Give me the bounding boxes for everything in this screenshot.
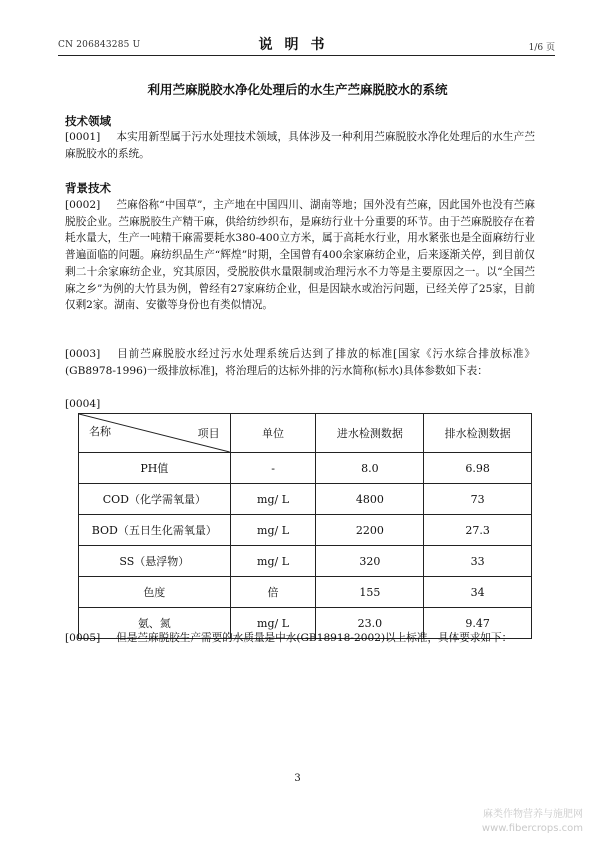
row-inflow: 4800 bbox=[316, 484, 424, 515]
row-name: 色度 bbox=[79, 577, 231, 608]
patent-number: CN 206843285 U bbox=[58, 40, 141, 50]
page-number: 3 bbox=[294, 773, 301, 784]
paragraph-text: 本实用新型属于污水处理技术领域，具体涉及一种利用苎麻脱胶水净化处理后的水生产苎麻脱胶水的系统。 bbox=[65, 131, 535, 160]
row-outflow: 27.3 bbox=[424, 515, 532, 546]
row-name: SS（悬浮物） bbox=[79, 546, 231, 577]
watermark-line-2: www.fibercrops.com bbox=[481, 823, 583, 834]
paragraph-0004-number: [0004] bbox=[65, 398, 101, 410]
paragraph-0005 bbox=[65, 630, 535, 647]
document-type-title: 说明书 bbox=[258, 37, 337, 53]
document-title: 利用苎麻脱胶水净化处理后的水生产苎麻脱胶水的系统 bbox=[147, 82, 448, 97]
paragraph-text: 但是苎麻脱胶生产需要的水质量是中水(GB18918-2002)以上标准，具体要求如下： bbox=[116, 632, 513, 644]
watermark bbox=[482, 808, 583, 836]
section-heading-background: 背景技术 bbox=[65, 181, 111, 195]
watermark-line-1: 麻类作物营养与施肥网 bbox=[483, 809, 583, 820]
header-inflow: 进水检测数据 bbox=[316, 414, 424, 453]
header-unit: 单位 bbox=[230, 414, 316, 453]
row-unit: mg/ L bbox=[230, 608, 316, 639]
row-inflow: 2200 bbox=[316, 515, 424, 546]
paragraph-0001 bbox=[65, 129, 535, 162]
row-inflow: 320 bbox=[316, 546, 424, 577]
table-row bbox=[79, 453, 532, 484]
row-inflow: 155 bbox=[316, 577, 424, 608]
row-outflow: 33 bbox=[424, 546, 532, 577]
diagonal-header-cell bbox=[79, 414, 231, 453]
row-outflow: 6.98 bbox=[424, 453, 532, 484]
table-row bbox=[79, 515, 532, 546]
table-row bbox=[79, 577, 532, 608]
table-header-row bbox=[79, 414, 532, 453]
header-name-label: 名称 bbox=[89, 425, 111, 438]
row-name: 氨、氮 bbox=[79, 608, 231, 639]
paragraph-text: 苎麻俗称“中国草”，主产地在中国四川、湖南等地；国外没有苎麻，因此国外也没有苎麻脱胶企业。苎麻脱胶生产精干麻，供给纺纱织布，是麻纺行业十分重要的环节。由于苎麻脱胶存在着耗水量大，生产一吨精干麻需要耗水380-400立方米，属于高耗水行业，用水紧张也是全面麻纺行业普遍面临的问题。麻纺织品生产“辉煌”时期，全国曾有400余家麻纺企业，后来逐渐关停，到目前仅剩二十余家麻纺企业，究其原因，受脱胶供水量限制或治理污水不力等是主要原因之一。以“全国苎麻之乡”为例的大竹县为例，曾经有27家麻纺企业，但是因缺水或治污问题，已经关停了25家，目前仅剩2家。湖南、安徽等身份也有类似情况。 bbox=[65, 199, 535, 312]
section-heading-tech-field: 技术领域 bbox=[65, 114, 111, 128]
row-name: COD（化学需氧量） bbox=[79, 484, 231, 515]
table-row bbox=[79, 484, 532, 515]
paragraph-text: 目前苎麻脱胶水经过污水处理系统后达到了排放的标准[国家《污水综合排放标准》(GB8978-1996)一级排放标准]，将治理后的达标外排的污水简称(标水)具体参数如下表： bbox=[65, 348, 535, 377]
header-item-label: 项目 bbox=[197, 427, 220, 440]
row-name: PH值 bbox=[79, 453, 231, 484]
row-unit: - bbox=[230, 453, 316, 484]
row-name: BOD（五日生化需氧量） bbox=[79, 515, 231, 546]
row-unit: mg/ L bbox=[230, 546, 316, 577]
row-unit: mg/ L bbox=[230, 515, 316, 546]
row-outflow: 34 bbox=[424, 577, 532, 608]
page-indicator: 1/6 页 bbox=[528, 43, 555, 53]
paragraph-0002 bbox=[65, 197, 535, 314]
header-outflow: 排水检测数据 bbox=[424, 414, 532, 453]
row-inflow: 8.0 bbox=[316, 453, 424, 484]
row-inflow: 23.0 bbox=[316, 608, 424, 639]
row-unit: mg/ L bbox=[230, 484, 316, 515]
row-outflow: 9.47 bbox=[424, 608, 532, 639]
paragraph-number: [0003] bbox=[65, 348, 101, 360]
water-quality-table bbox=[78, 413, 532, 639]
table-row bbox=[79, 546, 532, 577]
row-outflow: 73 bbox=[424, 484, 532, 515]
paragraph-number: [0005] bbox=[65, 632, 101, 644]
paragraph-number: [0002] bbox=[65, 199, 101, 211]
header-rule bbox=[58, 55, 555, 56]
row-unit: 倍 bbox=[230, 577, 316, 608]
paragraph-0003 bbox=[65, 346, 535, 379]
paragraph-number: [0001] bbox=[65, 131, 101, 143]
